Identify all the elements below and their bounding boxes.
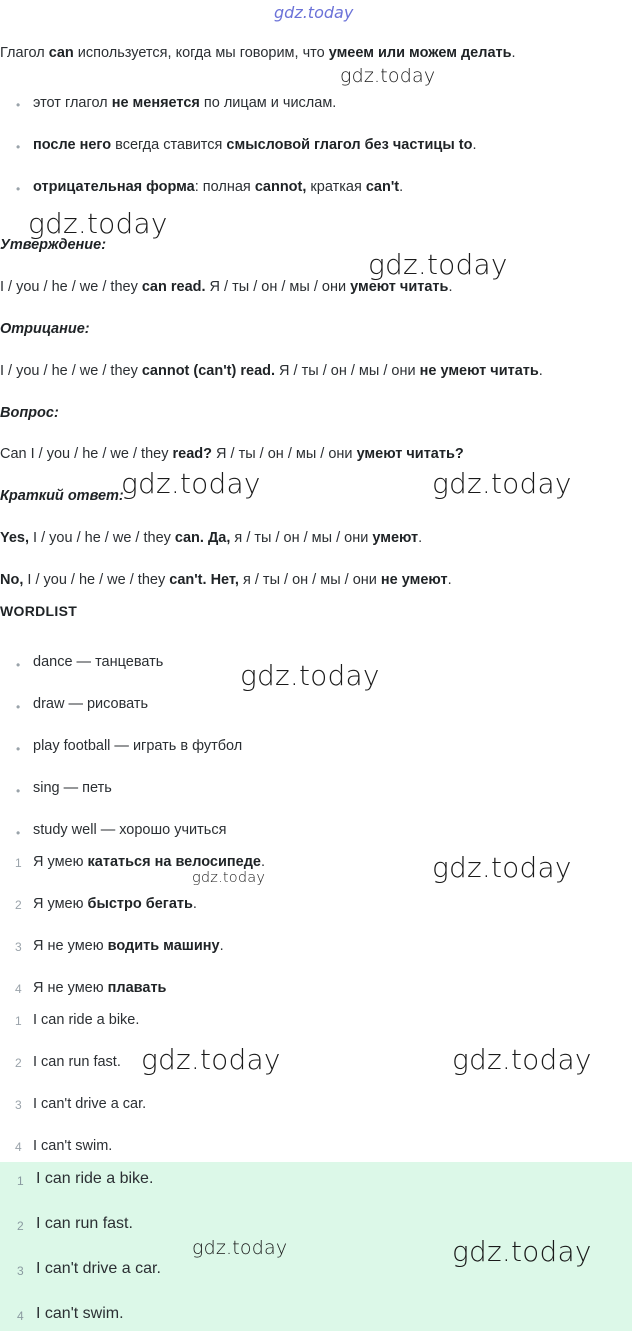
list-number: 3 [17,1264,24,1278]
english-sentence: I can't swim. [33,1138,113,1154]
bullet-icon: • [16,700,21,714]
short-answer-heading: Краткий ответ: [0,488,124,504]
affirmative-heading: Утверждение: [0,237,107,253]
rule-item: после него всегда ставится смысловой глагол без частицы to. [33,137,477,153]
watermark: gdz.today [28,207,168,240]
wordlist-heading: WORDLIST [0,603,78,619]
intro-paragraph: Глагол can используется, когда мы говорим, что умеем или можем делать. [0,45,516,61]
wordlist-item: study well — хорошо учиться [33,822,227,838]
list-number: 2 [15,898,22,912]
watermark: gdz.today [192,870,266,886]
list-number: 4 [17,1309,24,1323]
rule-item: отрицательная форма: полная cannot, краткая can't. [33,179,404,195]
watermark: gdz.today [141,1043,281,1076]
answer-sentence: I can't swim. [36,1305,124,1322]
answer-sentence: I can run fast. [36,1215,133,1232]
negative-heading: Отрицание: [0,321,90,337]
russian-sentence: Я не умею плавать [33,980,167,996]
bullet-icon: • [16,784,21,798]
wordlist-item: dance — танцевать [33,654,164,670]
top-watermark: gdz.today [274,3,354,22]
wordlist-item: sing — петь [33,780,112,796]
english-sentence: I can ride a bike. [33,1012,140,1028]
english-sentence: I can run fast. [33,1054,121,1070]
bullet-icon: • [16,742,21,756]
watermark: gdz.today [192,1237,288,1259]
russian-sentence: Я умею быстро бегать. [33,896,197,912]
watermark: gdz.today [368,248,508,281]
bullet-icon: • [16,826,21,840]
bullet-icon: • [16,98,21,112]
list-number: 1 [15,856,22,870]
watermark: gdz.today [452,1235,592,1268]
list-number: 2 [15,1056,22,1070]
bullet-icon: • [16,182,21,196]
list-number: 1 [15,1014,22,1028]
answer-sentence: I can't drive a car. [36,1260,161,1277]
watermark: gdz.today [432,851,572,884]
answer-sentence: I can ride a bike. [36,1170,154,1187]
short-answer-no: No, I / you / he / we / they can't. Нет, я / ты / он / мы / они не умеют. [0,572,452,588]
bullet-icon: • [16,140,21,154]
bullet-icon: • [16,658,21,672]
watermark: gdz.today [240,659,380,692]
list-number: 3 [15,1098,22,1112]
list-number: 3 [15,940,22,954]
watermark: gdz.today [432,467,572,500]
affirmative-example: I / you / he / we / they can read. Я / ты / он / мы / они умеют читать. [0,279,453,295]
russian-sentence: Я не умею водить машину. [33,938,224,954]
watermark: gdz.today [121,467,261,500]
russian-sentence: Я умею кататься на велосипеде. [33,854,266,870]
rule-item: этот глагол не меняется по лицам и числам. [33,95,337,111]
english-sentence: I can't drive a car. [33,1096,147,1112]
watermark: gdz.today [452,1043,592,1076]
negative-example: I / you / he / we / they cannot (can't) read. Я / ты / он / мы / они не умеют читать. [0,363,543,379]
list-number: 4 [15,1140,22,1154]
list-number: 4 [15,982,22,996]
question-example: Can I / you / he / we / they read? Я / ты / он / мы / они умеют читать? [0,446,464,462]
short-answer-yes: Yes, I / you / he / we / they can. Да, я / ты / он / мы / они умеют. [0,530,423,546]
list-number: 2 [17,1219,24,1233]
question-heading: Вопрос: [0,405,59,421]
wordlist-item: draw — рисовать [33,696,149,712]
list-number: 1 [17,1174,24,1188]
watermark: gdz.today [340,65,436,87]
wordlist-item: play football — играть в футбол [33,738,243,754]
